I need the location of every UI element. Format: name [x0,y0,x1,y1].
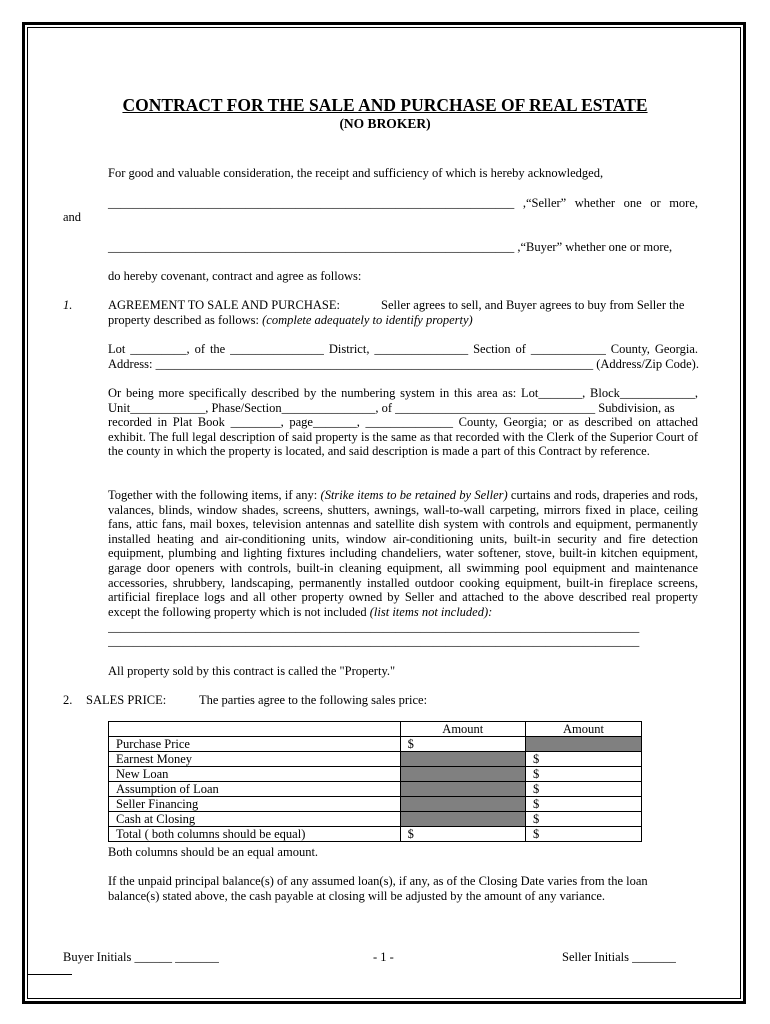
table-row [109,812,642,827]
numbering-paragraph: recorded in Plat Book ________, page_______, ______________ County, Georgia; or as described on attached exhibit. The full legal description of said property is the same as that recorded with the Clerk of the Superior Court of the county in which the property is located, and said description is made a part of this Contract by reference. [108,415,698,459]
table-header-amount-1: Amount [400,722,525,737]
amount-cell[interactable]: $ [525,797,641,812]
row-label: Assumption of Loan [109,782,401,797]
row-label: Earnest Money [109,752,401,767]
amount-cell[interactable]: $ [525,782,641,797]
address-line[interactable]: Address: ______________________________________________________________________ (Address/Zip Code). [108,357,699,371]
amount-cell[interactable]: $ [525,812,641,827]
table-row [109,752,642,767]
lot-line[interactable]: Lot _________, of the _______________ District, _______________ Section of ____________ County, Georgia. [108,342,698,356]
row-label: New Loan [109,767,401,782]
table-row-total [109,827,642,842]
row-label: Seller Financing [109,797,401,812]
excluded-items-line-2[interactable]: _____________________________________________________________________________________ [108,634,640,648]
section2-heading-text: The parties agree to the following sales price: [199,693,428,707]
section1-heading-text: Seller agrees to sell, and Buyer agrees to buy from Seller the [381,298,685,312]
equal-note: Both columns should be an equal amount. [108,845,319,859]
amount-cell[interactable]: $ [525,827,641,842]
intro-text: For good and valuable consideration, the receipt and sufficiency of which is hereby acknowledged, [108,166,604,180]
row-label: Cash at Closing [109,812,401,827]
amount-cell[interactable]: $ [400,737,525,752]
page-number: - 1 - [373,950,394,964]
section1-heading: AGREEMENT TO SALE AND PURCHASE: [108,298,340,312]
document-title: CONTRACT FOR THE SALE AND PURCHASE OF REAL ESTATE [122,95,648,115]
numbering-line2[interactable]: Unit____________, Phase/Section_______________, of ________________________________ Subdivision, as [108,401,675,415]
property-note: All property sold by this contract is called the "Property." [108,664,396,678]
and-word: and [63,210,82,224]
table-row [109,797,642,812]
row-label: Purchase Price [109,737,401,752]
buyer-initials[interactable]: Buyer Initials ______ _______ [63,950,219,964]
section1-line2: property described as follows: (complete adequately to identify property) [108,313,473,327]
sales-price-table [108,721,642,842]
seller-line[interactable]: _________________________________________________________________ ,“Seller” whether one or more, [108,196,698,210]
section2-heading: SALES PRICE: [86,693,167,707]
row-label: Total ( both columns should be equal) [109,827,401,842]
numbering-line1[interactable]: Or being more specifically described by the numbering system in this area as: Lot_______, Block____________, [108,386,698,400]
table-row [109,767,642,782]
items-paragraph: Together with the following items, if any: (Strike items to be retained by Seller) curtains and rods, draperies and rods, valances, blinds, window shades, screens, shutters, awnings, wall-to-wall carpeting, mirrors fixed in place, ceiling fans, attic fans, mail boxes, television antennas and satellite dish system with controls and equipment, permanently installed heating and air-conditioning units, window air-conditioning units, built-in security and fire detection equipment, plumbing and lighting fixtures including chandeliers, water softener, stove, built-in kitchen equipment, garage door openers with controls, built-in cleaning equipment, all swimming pool equipment and maintenance accessories, shrubbery, landscaping, permanently installed outdoor cooking equipment, built-in fireplace screens, artificial fireplace logs and all other property owned by Seller and attached to the above described real property except the following property which is not included (list items not included): [108,488,698,619]
table-header-amount-2: Amount [525,722,641,737]
buyer-line[interactable]: _________________________________________________________________ ,“Buyer” whether one or more, [108,240,673,254]
covenant-text: do hereby covenant, contract and agree as follows: [108,269,362,283]
shaded-cell [400,812,525,827]
shaded-cell [400,767,525,782]
excluded-items-line-1[interactable]: _____________________________________________________________________________________ [108,620,640,634]
seller-initials[interactable]: Seller Initials _______ [562,950,676,964]
shaded-cell [400,782,525,797]
table-header-row [109,722,642,737]
amount-cell[interactable]: $ [525,752,641,767]
shaded-cell [525,737,641,752]
table-row [109,782,642,797]
table-header-blank [109,722,401,737]
shaded-cell [400,797,525,812]
section1-number: 1. [63,298,73,312]
amount-cell[interactable]: $ [525,767,641,782]
footer-rule [28,974,72,975]
table-row [109,737,642,752]
balance-note: If the unpaid principal balance(s) of any assumed loan(s), if any, as of the Closing Date varies from the loan balance(s) stated above, the cash payable at closing will be adjusted by the amount of any variance. [108,874,648,903]
document-subtitle: (NO BROKER) [339,116,431,131]
section2-number: 2. [63,693,73,707]
amount-cell[interactable]: $ [400,827,525,842]
shaded-cell [400,752,525,767]
